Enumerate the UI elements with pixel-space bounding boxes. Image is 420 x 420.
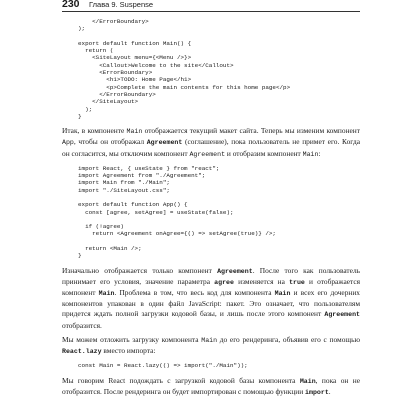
chapter-title: Глава 9. Suspense bbox=[89, 0, 154, 9]
header-rule bbox=[62, 11, 360, 12]
code-line: return <Main />; bbox=[78, 245, 142, 253]
page-number: 230 bbox=[62, 0, 80, 10]
code-line: return ( bbox=[78, 47, 114, 55]
code-line: const [agree, setAgree] = useState(false); bbox=[78, 208, 234, 216]
code-line: import Agreement from "./Agreement"; bbox=[78, 172, 206, 180]
code-line: if (!agree) bbox=[78, 223, 124, 231]
code-line: export default function App() { bbox=[78, 201, 188, 209]
paragraph-3: Мы можем отложить загрузку компонента Main до его рендеринга, объявив его с помощью React.lazy вместо импорта: bbox=[62, 334, 360, 356]
paragraph-1: Итак, в компоненте Main отображается текущий макет сайта. Теперь мы изменим компонент App, чтобы он отображал Agreement (соглашение), пока пользователь не примет его. Когда он согласится, мы отключим компонент Agreement и отобразим компонент Main: bbox=[62, 126, 361, 158]
code-line: </ErrorBoundary> bbox=[78, 18, 149, 25]
code-line: ); bbox=[78, 25, 86, 33]
running-header bbox=[62, 0, 360, 11]
code-block-main bbox=[62, 18, 360, 120]
code-line: return <Agreement onAgree={() => setAgree(true)} />; bbox=[78, 230, 276, 238]
code-line: <p>Complete the main contents for this home page</p> bbox=[78, 83, 291, 91]
page-content bbox=[62, 18, 360, 398]
code-line: import Main from "./Main"; bbox=[78, 179, 170, 187]
code-line: </SiteLayout> bbox=[78, 98, 139, 106]
paragraph-2: Изначально отображается только компонент Agreement. После того как пользователь принимает его условия, значение параметра agree изменяется на true и отображается компонент Main. Проблема в том, что весь код для компонента Main и всех его дочерних компонентов упакован в один файл JavaScript: пакет. Это означает, что пользователям придется ждать полной загрузки кодовой базы, и лишь после этого компонент Agreement отобразится. bbox=[62, 265, 361, 330]
code-line: import "./SiteLayout.css"; bbox=[78, 186, 170, 194]
code-line: } bbox=[78, 252, 82, 260]
code-line: </ErrorBoundary> bbox=[78, 90, 156, 98]
code-line: <Callout>Welcome to the site</Callout> bbox=[78, 61, 234, 69]
code-line: ); bbox=[78, 105, 93, 113]
code-line: <h1>TODO: Home Page</h1> bbox=[78, 76, 192, 84]
paragraph-4: Мы говорим React подождать с загрузкой кодовой базы компонента Main, пока он не отобразится. После рендеринга он будет импортирован с помощью функции import. bbox=[62, 375, 361, 396]
code-line: } bbox=[78, 112, 82, 120]
code-line: <ErrorBoundary> bbox=[78, 69, 153, 77]
code-block-lazy bbox=[62, 362, 360, 369]
code-line: <SiteLayout menu={<Menu />}> bbox=[78, 54, 192, 62]
code-line: import React, { useState } from "react"; bbox=[78, 164, 220, 172]
code-block-app bbox=[62, 165, 360, 260]
code-line: const Main = React.lazy(() => import("./Main")); bbox=[78, 362, 248, 370]
code-line: export default function Main() { bbox=[78, 39, 192, 47]
